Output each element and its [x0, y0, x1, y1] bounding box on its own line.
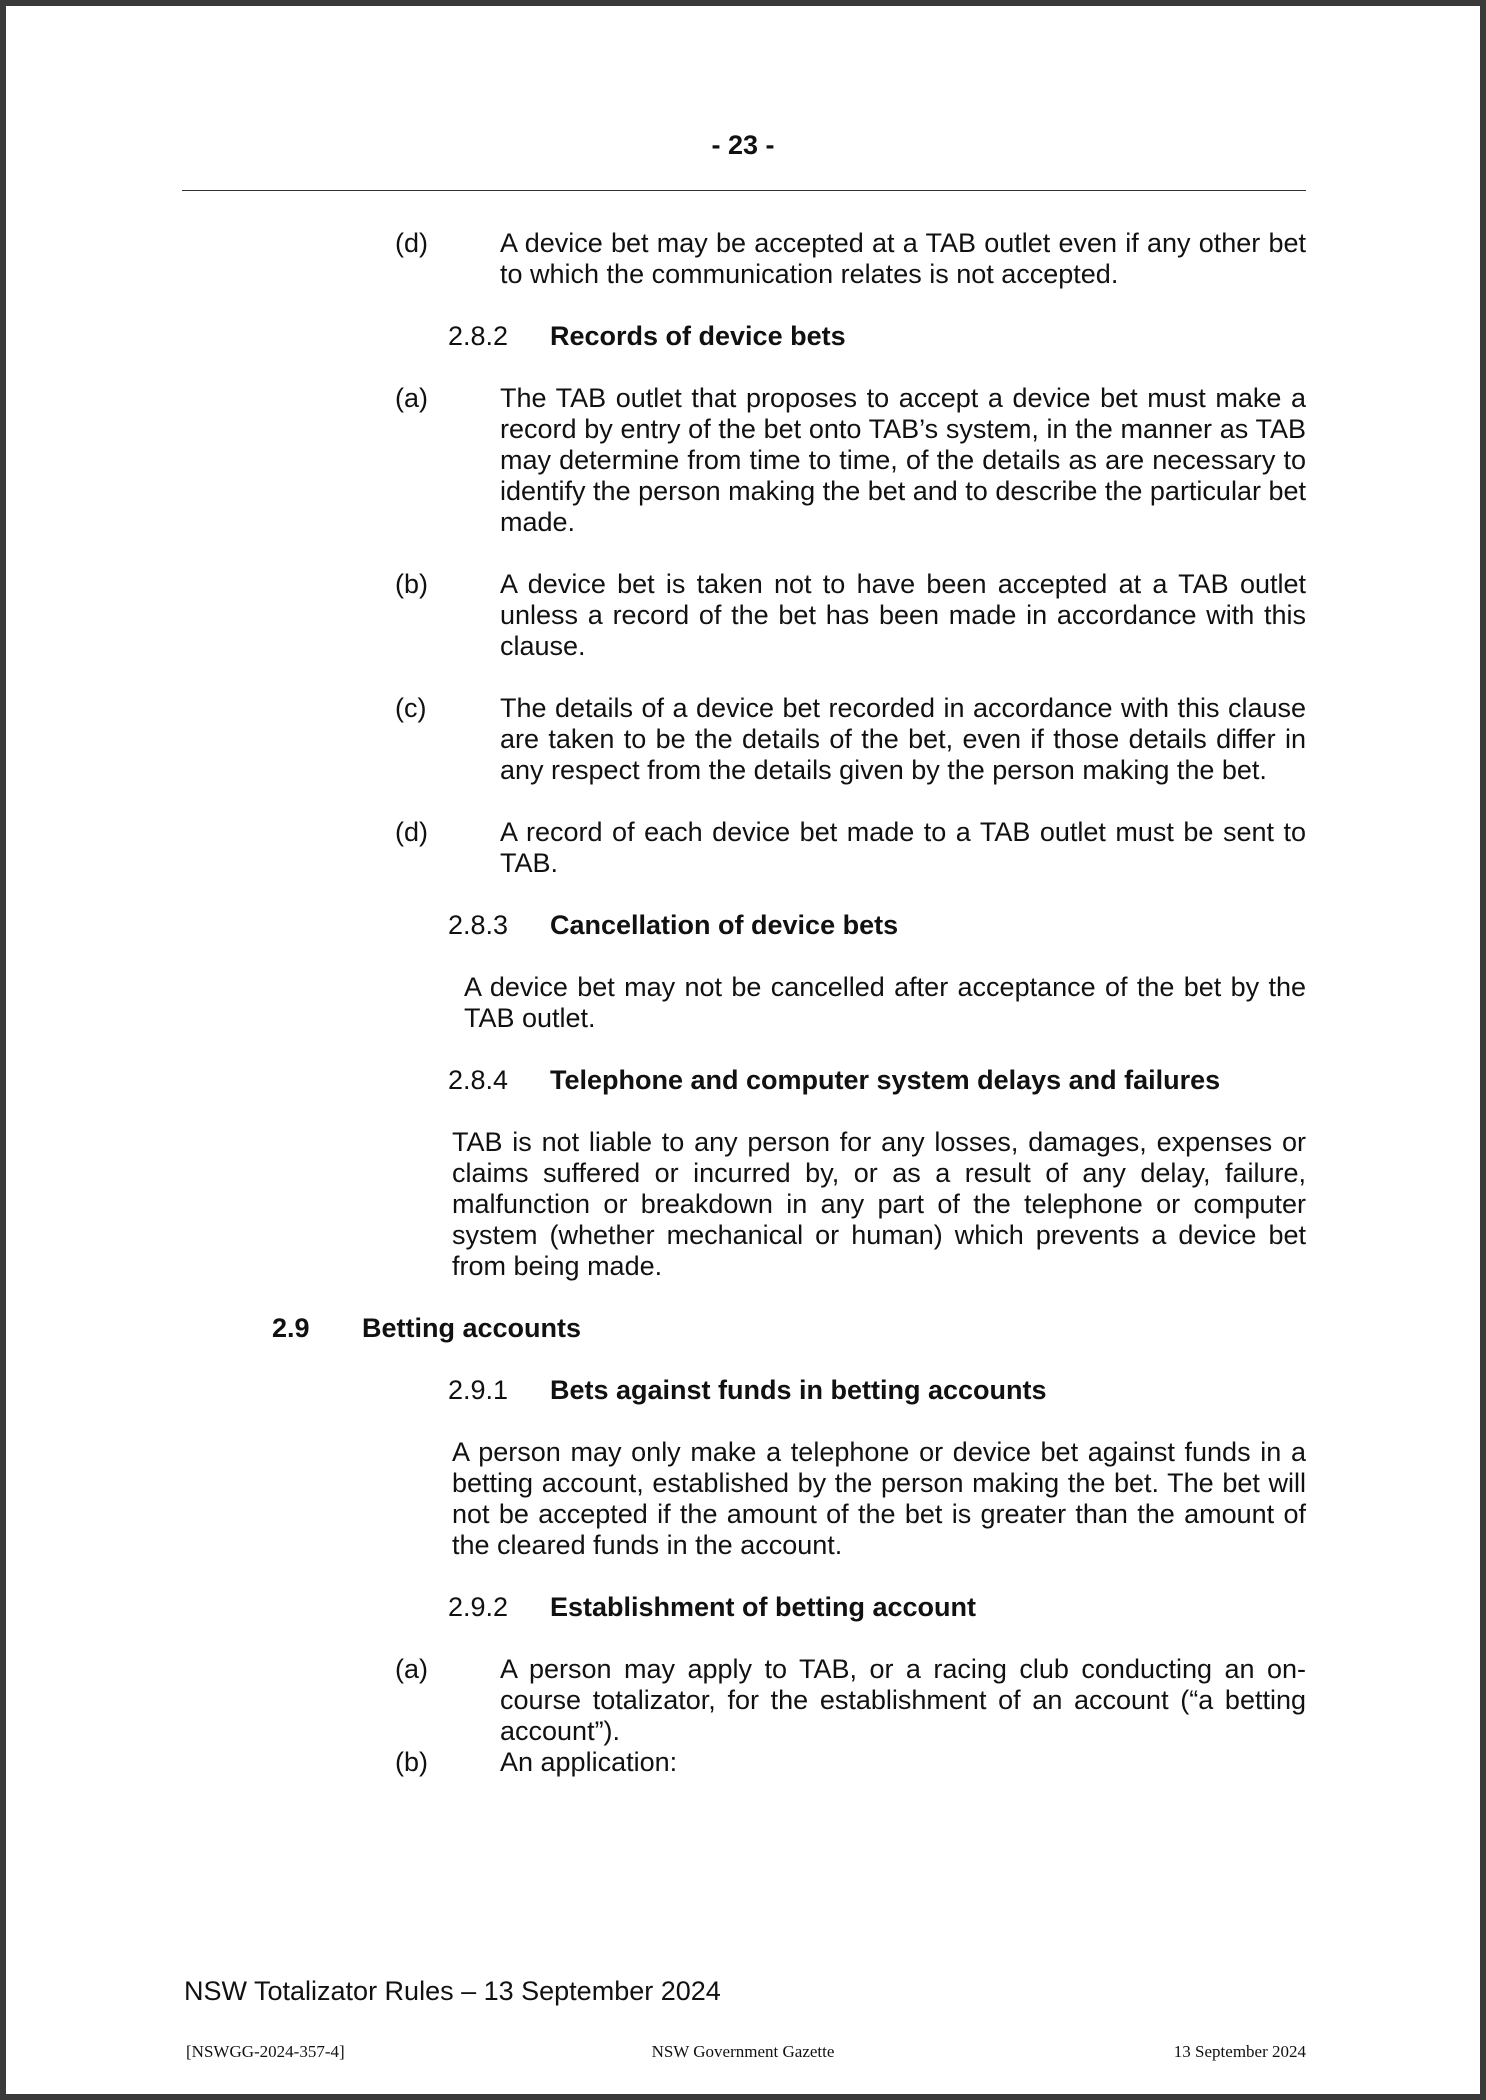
subsection-number: 2.8.4 [448, 1065, 509, 1095]
paragraph: TAB is not liable to any person for any losses, damages, expenses or claims suffered or incurred by, or as a result of any delay, failure, malfunction or breakdown in any part of the telephone or computer system (whether mechanical or human) which prevents a device bet from being made. [452, 1127, 1306, 1281]
item-text: A person may apply to TAB, or a racing club conducting an on-course totalizator, for the establishment of an account (“a betting account”). [500, 1654, 1306, 1746]
subsection-title: Records of device bets [550, 321, 846, 351]
header-rule [182, 190, 1306, 191]
item-text: An application: [500, 1747, 678, 1777]
subsection-title: Cancellation of device bets [550, 910, 899, 940]
paragraph: A person may only make a telephone or device bet against funds in a betting account, established by the person making the bet. The bet will not be accepted if the amount of the bet is greater than the amount of the cleared funds in the account. [452, 1437, 1306, 1560]
item-text: A record of each device bet made to a TAB outlet must be sent to TAB. [500, 817, 1306, 878]
item-label: (b) [395, 1747, 428, 1777]
document-page [6, 6, 1480, 2094]
subsection-title: Establishment of betting account [550, 1592, 977, 1622]
item-text: The TAB outlet that proposes to accept a device bet must make a record by entry of the bet onto TAB’s system, in the manner as TAB may determine from time to time, of the details as are necessary to identify the person making the bet and to describe the particular bet made. [500, 383, 1306, 537]
paragraph: A device bet may not be cancelled after acceptance of the bet by the TAB outlet. [464, 972, 1306, 1033]
item-text: The details of a device bet recorded in accordance with this clause are taken to be the details of the bet, even if those details differ in any respect from the details given by the person making the bet. [500, 693, 1306, 785]
subsection-title: Bets against funds in betting accounts [550, 1375, 1047, 1405]
subsection-number: 2.8.3 [448, 910, 509, 940]
subsection-number: 2.8.2 [448, 321, 509, 351]
item-label: (d) [395, 817, 428, 847]
item-label: (d) [395, 228, 428, 258]
item-label: (c) [395, 693, 427, 723]
item-text: A device bet may be accepted at a TAB outlet even if any other bet to which the communication relates is not accepted. [500, 228, 1306, 289]
subsection-number: 2.9.2 [448, 1592, 509, 1622]
gazette-reference: [NSWGG-2024-357-4] [186, 2042, 345, 2061]
rules-footer: NSW Totalizator Rules – 13 September 2024 [184, 1976, 721, 2006]
item-label: (a) [395, 383, 428, 413]
section-number: 2.9 [272, 1313, 310, 1343]
subsection-number: 2.9.1 [448, 1375, 509, 1405]
gazette-date: 13 September 2024 [1173, 2042, 1306, 2061]
page-number: - 23 - [711, 130, 775, 160]
section-title: Betting accounts [362, 1313, 582, 1343]
item-text: A device bet is taken not to have been accepted at a TAB outlet unless a record of the bet has been made in accordance with this clause. [500, 569, 1306, 661]
item-label: (a) [395, 1654, 428, 1684]
subsection-title: Telephone and computer system delays and failures [550, 1065, 1221, 1095]
gazette-name: NSW Government Gazette [651, 2042, 835, 2061]
item-label: (b) [395, 569, 428, 599]
